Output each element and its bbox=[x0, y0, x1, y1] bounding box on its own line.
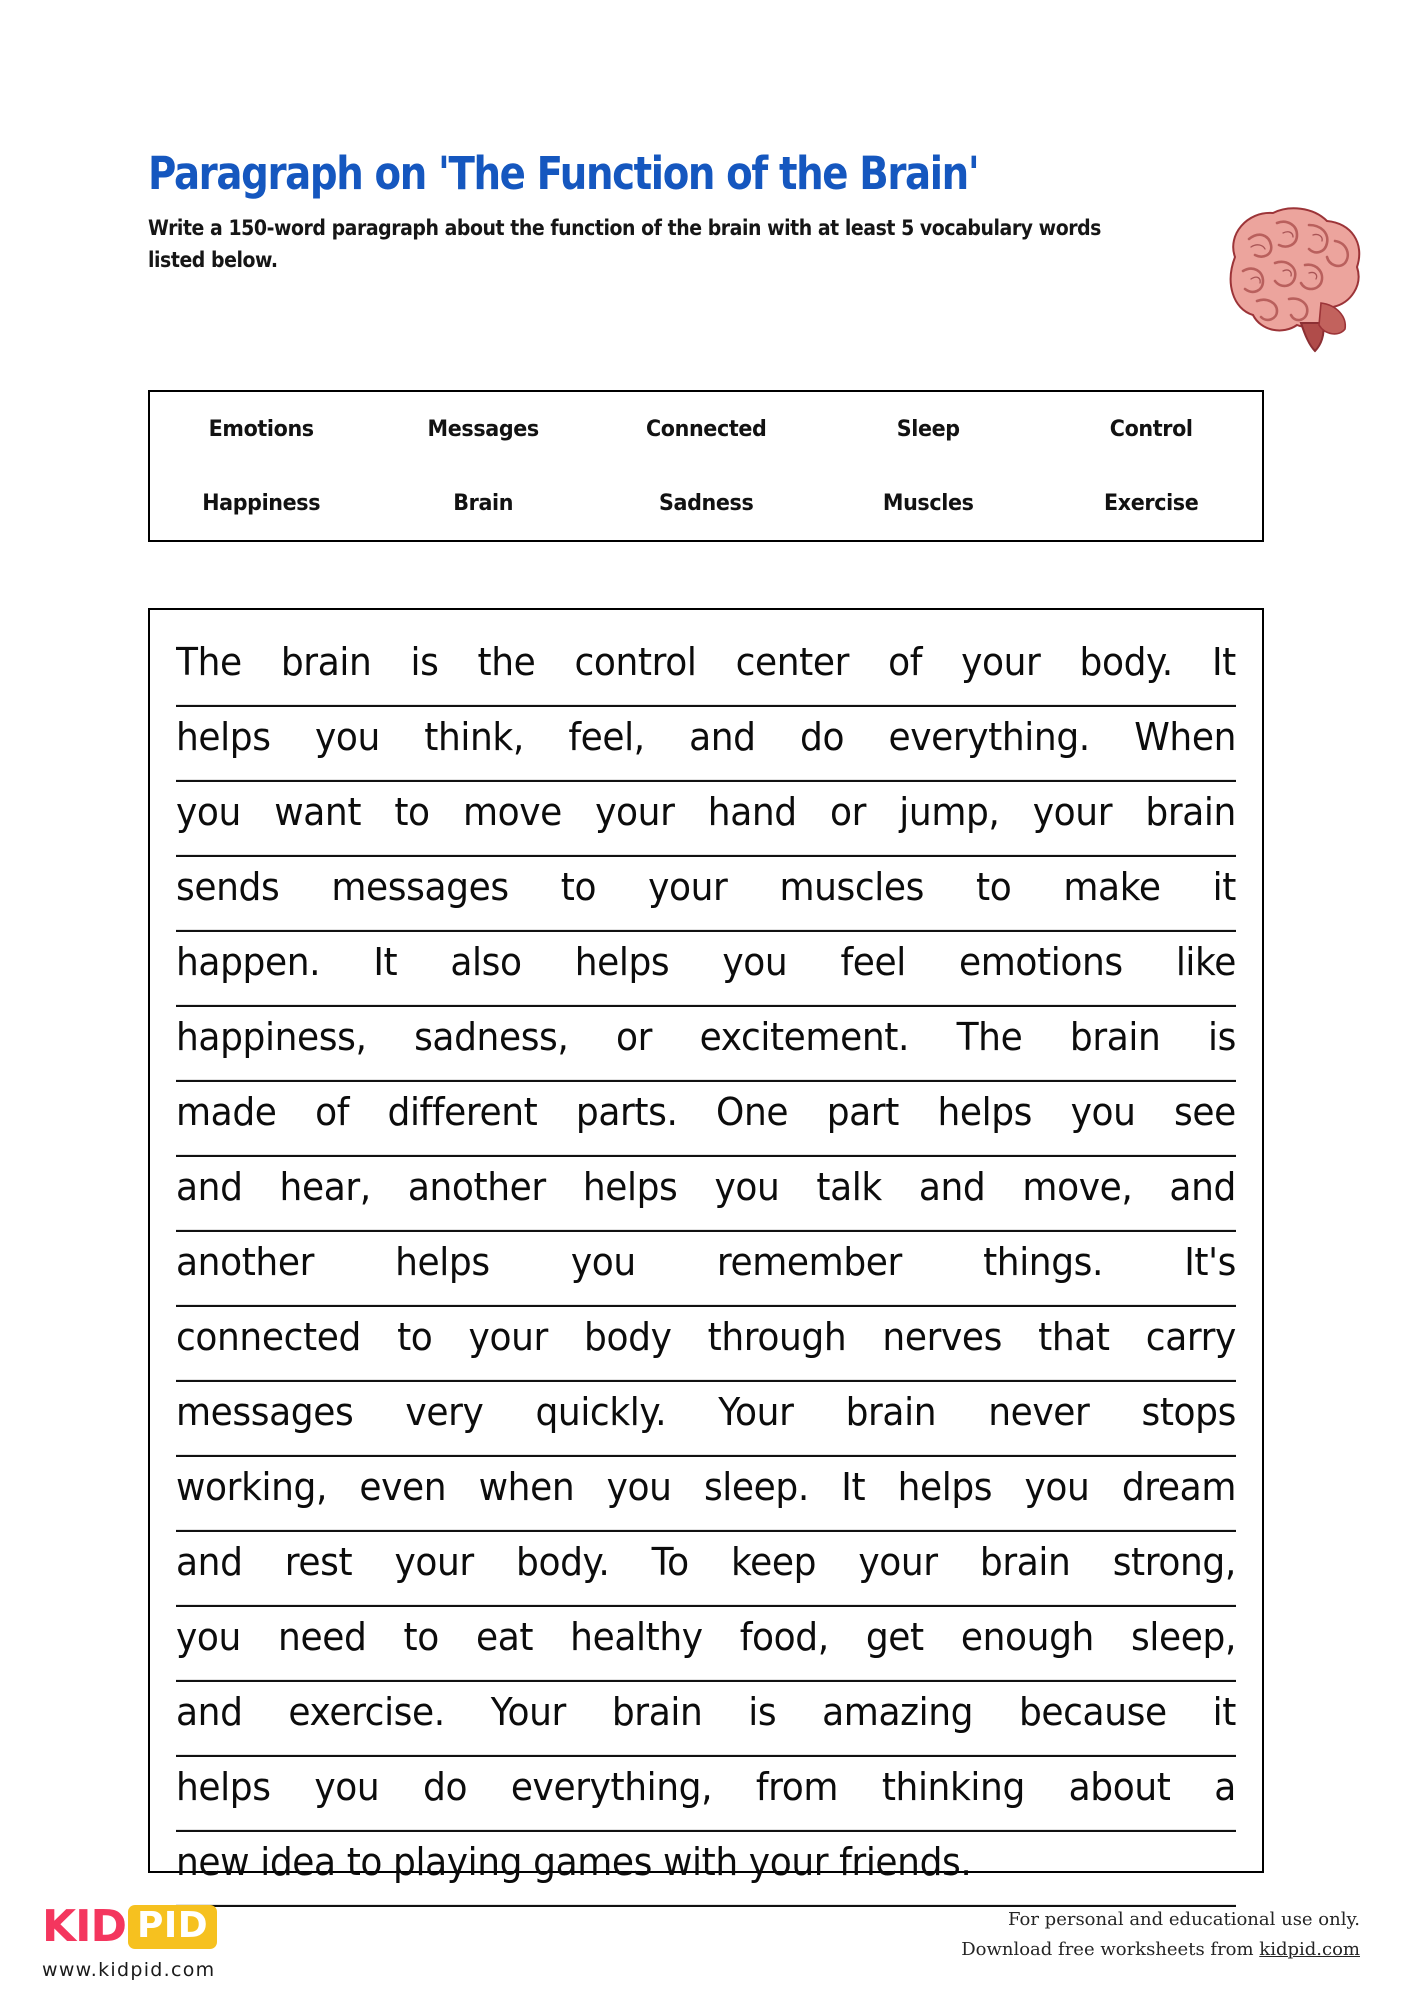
vocabulary-word: Messages bbox=[427, 416, 540, 442]
paragraph-word: move, bbox=[1022, 1166, 1133, 1210]
paragraph-line bbox=[176, 1678, 1236, 1758]
paragraph-word: sends bbox=[176, 866, 280, 910]
paragraph-word: do bbox=[800, 716, 845, 760]
paragraph-word: your bbox=[748, 1841, 829, 1885]
paragraph-answer-box[interactable] bbox=[148, 608, 1264, 1885]
logo-website-url: www.kidpid.com bbox=[42, 1959, 216, 1981]
paragraph-line bbox=[176, 1078, 1236, 1158]
paragraph-word: part bbox=[826, 1091, 899, 1135]
footer-note-line-one: For personal and educational use only. bbox=[1008, 1909, 1360, 1930]
paragraph-word: healthy bbox=[570, 1616, 703, 1660]
paragraph-word: see bbox=[1174, 1091, 1236, 1135]
paragraph-word: you bbox=[1070, 1091, 1136, 1135]
paragraph-word: when bbox=[478, 1466, 575, 1510]
paragraph-word: brain bbox=[280, 641, 372, 685]
paragraph-word: move bbox=[462, 791, 562, 835]
vocabulary-word: Sleep bbox=[896, 416, 960, 442]
paragraph-word: from bbox=[755, 1766, 839, 1810]
page-footer bbox=[0, 1895, 1414, 2000]
paragraph-word: brain bbox=[1069, 1016, 1161, 1060]
paragraph-word: carry bbox=[1145, 1316, 1236, 1360]
paragraph-word: your bbox=[961, 641, 1041, 685]
paragraph-word: exercise. bbox=[288, 1691, 445, 1735]
logo-text-pid: PID bbox=[137, 1905, 209, 1946]
paragraph-word: parts. bbox=[575, 1091, 678, 1135]
paragraph-word: working, bbox=[176, 1466, 328, 1510]
paragraph-word: hand bbox=[707, 791, 797, 835]
paragraph-word: happen. bbox=[176, 941, 321, 985]
vocabulary-row bbox=[150, 466, 1262, 540]
vocabulary-word: Connected bbox=[645, 416, 767, 442]
brain-illustration bbox=[1205, 195, 1373, 355]
paragraph-line bbox=[176, 853, 1236, 933]
paragraph-line bbox=[176, 1228, 1236, 1308]
paragraph-word: another bbox=[176, 1241, 314, 1285]
paragraph-word: hear, bbox=[279, 1166, 371, 1210]
paragraph-line bbox=[176, 1528, 1236, 1608]
paragraph-word: you bbox=[570, 1241, 636, 1285]
paragraph-line bbox=[176, 1753, 1236, 1833]
paragraph-line bbox=[176, 1453, 1236, 1533]
paragraph-word: talk bbox=[816, 1166, 882, 1210]
paragraph-word: make bbox=[1063, 866, 1161, 910]
paragraph-word: you bbox=[1024, 1466, 1090, 1510]
paragraph-word: of bbox=[315, 1091, 349, 1135]
paragraph-word: helps bbox=[395, 1241, 490, 1285]
paragraph-word: amazing bbox=[822, 1691, 974, 1735]
paragraph-word: food, bbox=[739, 1616, 829, 1660]
paragraph-word: your bbox=[394, 1541, 474, 1585]
paragraph-line bbox=[176, 778, 1236, 858]
paragraph-word: feel, bbox=[568, 716, 645, 760]
footer-usage-note bbox=[961, 1905, 1360, 1964]
paragraph-word: everything, bbox=[510, 1766, 713, 1810]
paragraph-word: things. bbox=[983, 1241, 1104, 1285]
vocabulary-word: Muscles bbox=[883, 490, 974, 516]
paragraph-word: you bbox=[314, 1766, 380, 1810]
paragraph-word: to bbox=[397, 1316, 433, 1360]
paragraph-word: keep bbox=[730, 1541, 817, 1585]
kidpid-link[interactable]: kidpid.com bbox=[1259, 1938, 1360, 1960]
paragraph-word: different bbox=[387, 1091, 538, 1135]
worksheet-instructions: Write a 150-word paragraph about the function of the brain with at least 5 vocabulary words listed below. bbox=[148, 215, 1101, 273]
paragraph-word: games bbox=[533, 1841, 653, 1885]
paragraph-word: made bbox=[176, 1091, 277, 1135]
paragraph-word: sadness, bbox=[414, 1016, 569, 1060]
paragraph-word: The bbox=[956, 1016, 1023, 1060]
logo-text-kid: KID bbox=[42, 1901, 126, 1952]
paragraph-word: very bbox=[405, 1391, 484, 1435]
paragraph-word: helps bbox=[574, 941, 670, 985]
paragraph-word: new bbox=[176, 1841, 250, 1885]
paragraph-word: brain bbox=[845, 1391, 937, 1435]
paragraph-word: body bbox=[584, 1316, 672, 1360]
paragraph-word: body. bbox=[516, 1541, 610, 1585]
vocabulary-word: Sadness bbox=[658, 490, 754, 516]
paragraph-word: your bbox=[468, 1316, 548, 1360]
paragraph-word: is bbox=[1207, 1016, 1236, 1060]
paragraph-word: and bbox=[918, 1166, 986, 1210]
paragraph-word: helps bbox=[937, 1091, 1033, 1135]
paragraph-word: to bbox=[394, 791, 430, 835]
paragraph-word: When bbox=[1134, 716, 1236, 760]
paragraph-word: It's bbox=[1184, 1241, 1236, 1285]
paragraph-word: to bbox=[560, 866, 597, 910]
paragraph-word: center bbox=[735, 641, 849, 685]
paragraph-word: control bbox=[574, 641, 697, 685]
vocabulary-word: Control bbox=[1109, 416, 1193, 442]
paragraph-word: and bbox=[176, 1166, 243, 1210]
paragraph-word: body. bbox=[1079, 641, 1173, 685]
paragraph-word: It bbox=[373, 941, 398, 985]
paragraph-word: another bbox=[407, 1166, 546, 1210]
page-title: Paragraph on 'The Function of the Brain' bbox=[148, 147, 979, 200]
logo-badge bbox=[128, 1905, 217, 1949]
paragraph-word: muscles bbox=[779, 866, 925, 910]
paragraph-word: your bbox=[1032, 791, 1113, 835]
paragraph-word: brain bbox=[611, 1691, 703, 1735]
paragraph-line bbox=[176, 1003, 1236, 1083]
paragraph-word: you bbox=[722, 941, 788, 985]
paragraph-line bbox=[176, 1303, 1236, 1383]
paragraph-word: never bbox=[988, 1391, 1090, 1435]
paragraph-word: It bbox=[1211, 641, 1236, 685]
paragraph-word: everything. bbox=[888, 716, 1090, 760]
paragraph-word: messages bbox=[331, 866, 509, 910]
paragraph-word: It bbox=[841, 1466, 866, 1510]
paragraph-word: brain bbox=[979, 1541, 1071, 1585]
paragraph-word: One bbox=[716, 1091, 789, 1135]
paragraph-word: it bbox=[1212, 866, 1236, 910]
paragraph-word: it bbox=[1212, 1691, 1236, 1735]
paragraph-word: helps bbox=[176, 716, 271, 760]
paragraph-word: you bbox=[314, 716, 380, 760]
paragraph-word: of bbox=[888, 641, 922, 685]
paragraph-word: is bbox=[748, 1691, 777, 1735]
paragraph-word: enough bbox=[960, 1616, 1094, 1660]
paragraph-word: feel bbox=[840, 941, 906, 985]
paragraph-word: helps bbox=[582, 1166, 678, 1210]
paragraph-word: connected bbox=[176, 1316, 361, 1360]
paragraph-word: To bbox=[651, 1541, 689, 1585]
paragraph-word: you bbox=[176, 1616, 241, 1660]
paragraph-word: you bbox=[714, 1166, 780, 1210]
paragraph-word: about bbox=[1068, 1766, 1171, 1810]
paragraph-word: sleep, bbox=[1131, 1616, 1236, 1660]
paragraph-word: sleep. bbox=[703, 1466, 809, 1510]
paragraph-word: and bbox=[1169, 1166, 1236, 1210]
paragraph-word: excitement. bbox=[699, 1016, 910, 1060]
paragraph-word: dream bbox=[1121, 1466, 1236, 1510]
paragraph-word: need bbox=[278, 1616, 367, 1660]
paragraph-line bbox=[176, 703, 1236, 783]
paragraph-word: Your bbox=[490, 1691, 566, 1735]
paragraph-word: your bbox=[595, 791, 675, 835]
paragraph-word: stops bbox=[1141, 1391, 1236, 1435]
paragraph-word: because bbox=[1018, 1691, 1167, 1735]
paragraph-word: with bbox=[663, 1841, 738, 1885]
footer-note-line-two bbox=[961, 1935, 1360, 1965]
paragraph-word: to bbox=[403, 1616, 439, 1660]
paragraph-word: strong, bbox=[1112, 1541, 1236, 1585]
vocabulary-word: Exercise bbox=[1103, 490, 1199, 516]
paragraph-word: idea bbox=[260, 1841, 336, 1885]
paragraph-word: your bbox=[858, 1541, 938, 1585]
paragraph-word: that bbox=[1038, 1316, 1110, 1360]
paragraph-line bbox=[176, 1153, 1236, 1233]
paragraph-word: jump, bbox=[899, 791, 1000, 835]
paragraph-word: emotions bbox=[958, 941, 1123, 985]
paragraph-word: get bbox=[865, 1616, 924, 1660]
paragraph-word: Your bbox=[718, 1391, 794, 1435]
paragraph-word: also bbox=[450, 941, 522, 985]
paragraph-word: to bbox=[976, 866, 1012, 910]
worksheet-header bbox=[148, 147, 1268, 277]
footer-note-prefix: Download free worksheets from bbox=[961, 1938, 1260, 1960]
vocabulary-row bbox=[150, 392, 1262, 466]
paragraph-word: you bbox=[176, 791, 241, 835]
paragraph-word: helps bbox=[897, 1466, 993, 1510]
paragraph-word: remember bbox=[716, 1241, 902, 1285]
paragraph-word: brain bbox=[1145, 791, 1236, 835]
paragraph-word: the bbox=[477, 641, 536, 685]
vocabulary-box bbox=[148, 390, 1264, 542]
paragraph-word: and bbox=[176, 1691, 243, 1735]
paragraph-word: want bbox=[274, 791, 362, 835]
paragraph-word: happiness, bbox=[176, 1016, 367, 1060]
paragraph-word: and bbox=[689, 716, 756, 760]
paragraph-word: and bbox=[176, 1541, 243, 1585]
paragraph-word: rest bbox=[284, 1541, 353, 1585]
paragraph-word: think, bbox=[424, 716, 524, 760]
paragraph-word: a bbox=[1214, 1766, 1236, 1810]
logo-mark bbox=[42, 1901, 217, 1953]
paragraph-word: quickly. bbox=[535, 1391, 667, 1435]
paragraph-word: is bbox=[410, 641, 439, 685]
paragraph-word: through bbox=[707, 1316, 847, 1360]
vocabulary-word: Happiness bbox=[202, 490, 321, 516]
paragraph-line bbox=[176, 1603, 1236, 1683]
paragraph-line bbox=[176, 628, 1236, 708]
paragraph-word: helps bbox=[176, 1766, 271, 1810]
kidpid-logo bbox=[42, 1901, 217, 1981]
vocabulary-word: Emotions bbox=[208, 416, 314, 442]
paragraph-word: even bbox=[359, 1466, 447, 1510]
paragraph-line bbox=[176, 928, 1236, 1008]
paragraph-line bbox=[176, 1378, 1236, 1458]
paragraph-word: thinking bbox=[881, 1766, 1025, 1810]
paragraph-word: like bbox=[1175, 941, 1236, 985]
paragraph-word: you bbox=[606, 1466, 672, 1510]
paragraph-word: or bbox=[830, 791, 867, 835]
paragraph-word: do bbox=[423, 1766, 468, 1810]
paragraph-word: to bbox=[346, 1841, 383, 1885]
paragraph-word: friends. bbox=[839, 1841, 972, 1885]
paragraph-word: playing bbox=[393, 1841, 523, 1885]
vocabulary-word: Brain bbox=[453, 490, 514, 516]
paragraph-word: The bbox=[176, 641, 242, 685]
paragraph-word: or bbox=[616, 1016, 653, 1060]
paragraph-word: messages bbox=[176, 1391, 354, 1435]
paragraph-word: eat bbox=[475, 1616, 534, 1660]
paragraph-word: your bbox=[648, 866, 728, 910]
paragraph-word: nerves bbox=[882, 1316, 1002, 1360]
